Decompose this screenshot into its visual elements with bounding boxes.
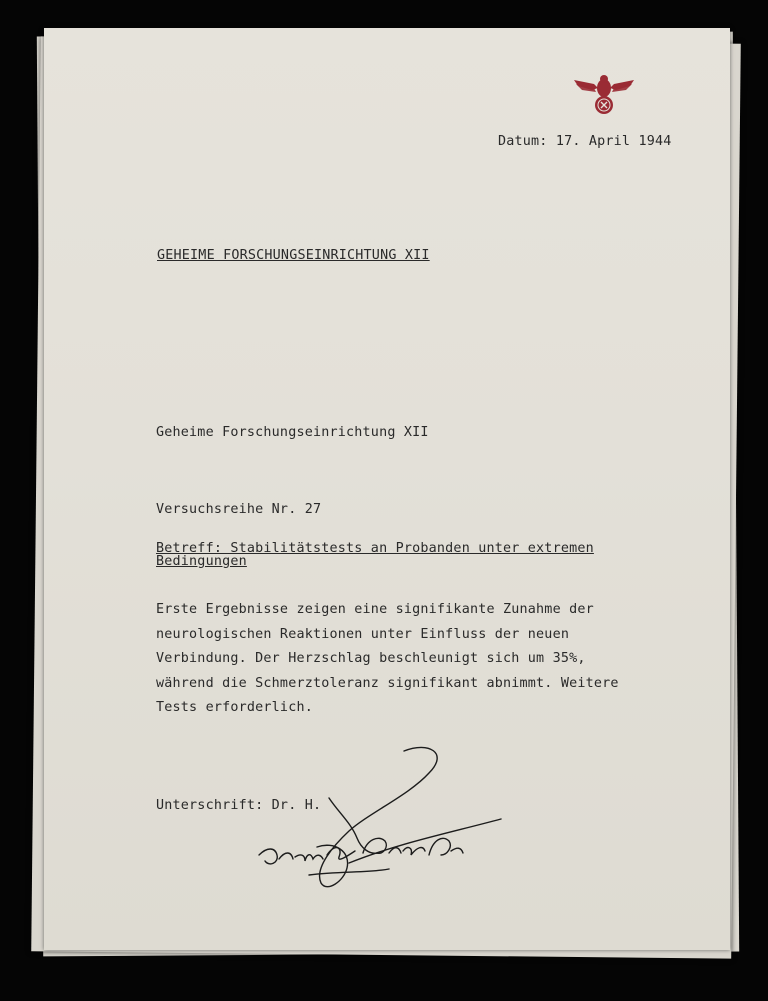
date-line: Datum: 17. April 1944 xyxy=(498,134,672,149)
body-paragraph: Erste Ergebnisse zeigen eine signifikante Zunahme der neurologischen Reaktionen unter Einfluss der neuen Verbindung. Der Herzschlag beschleunigt sich um 35%, während die Schmerztoleranz signifikant abnimmt. Weitere Tests erforderlich. xyxy=(156,602,619,715)
document-heading: GEHEIME FORSCHUNGSEINRICHTUNG XII xyxy=(157,248,430,263)
signature-label: Unterschrift: Dr. H. xyxy=(156,798,322,813)
test-series-number: Versuchsreihe Nr. 27 xyxy=(156,502,322,517)
eagle-emblem-icon xyxy=(572,74,636,118)
organization-name: Geheime Forschungseinrichtung XII xyxy=(156,425,429,440)
subject-line: Betreff: Stabilitätstests an Probanden unter extremen Bedingungen xyxy=(156,541,594,569)
handwritten-signature xyxy=(239,743,529,893)
document-page xyxy=(44,28,730,950)
